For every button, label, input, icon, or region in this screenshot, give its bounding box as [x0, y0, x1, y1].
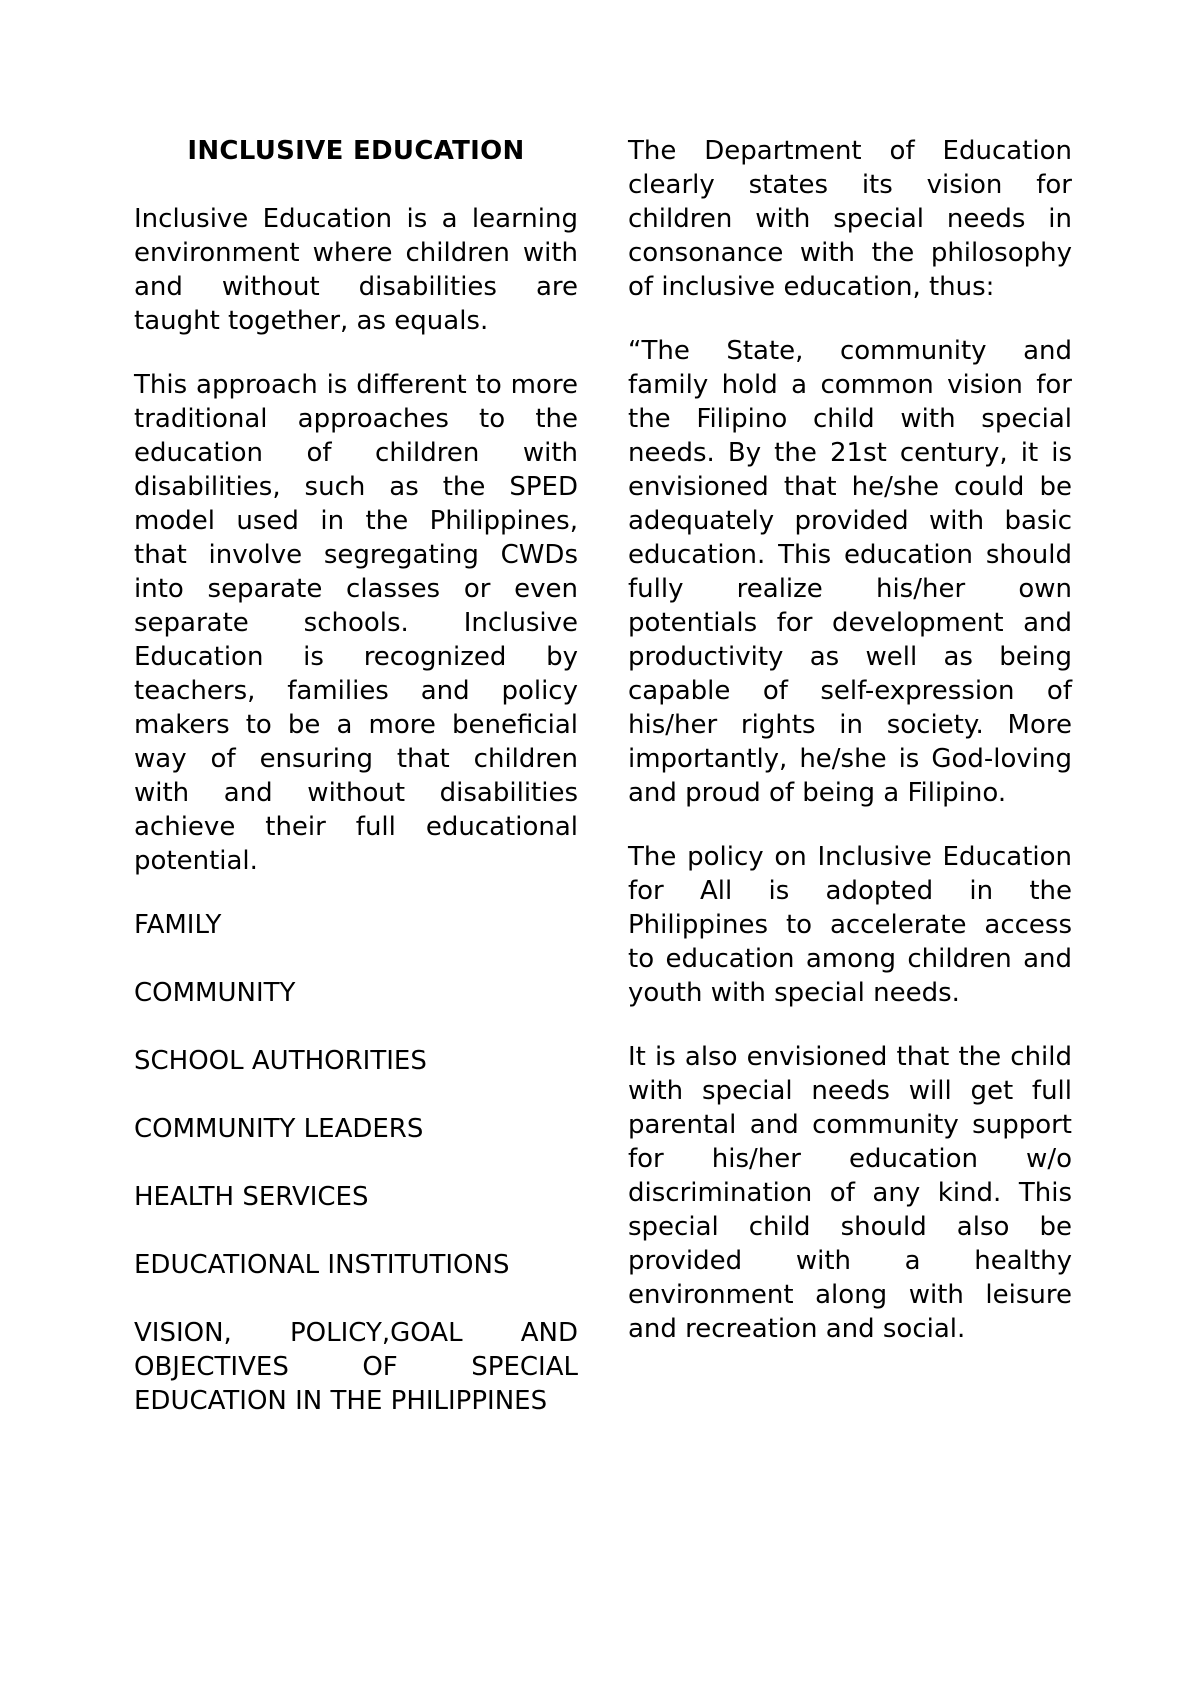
list-item-community-leaders: COMMUNITY LEADERS	[134, 1114, 424, 1144]
document-title: INCLUSIVE EDUCATION	[187, 136, 525, 166]
left-column	[134, 134, 578, 1452]
list-item-educational-institutions: EDUCATIONAL INSTITUTIONS	[134, 1250, 510, 1280]
paragraph-support: It is also envisioned that the child with special needs will get full parental and community support for his/her education w/o discrimination of any kind. This special child should also be provided with a healthy environment along with leisure and recreation and social.	[628, 1042, 1072, 1344]
right-column	[628, 134, 1072, 1376]
paragraph-state-quote: “The State, community and family hold a common vision for the Filipino child with special needs. By the 21st century, it is envisioned that he/she could be adequately provided with basic education. This education should fully realize his/her own potentials for development and productivity as well as being capable of self-expression of his/her rights in society. More importantly, he/she is God-loving and proud of being a Filipino.	[628, 336, 1072, 808]
section-heading-vision-policy: VISION, POLICY,GOAL AND OBJECTIVES OF SPECIAL EDUCATION IN THE PHILIPPINES	[134, 1318, 578, 1416]
paragraph-approach: This approach is different to more traditional approaches to the education of children with disabilities, such as the SPED model used in the Philippines, that involve segregating CWDs into separate classes or even separate schools. Inclusive Education is recognized by teachers, families and policy makers to be a more beneficial way of ensuring that children with and without disabilities achieve their full educational potential.	[134, 370, 578, 876]
list-item-school-authorities: SCHOOL AUTHORITIES	[134, 1046, 427, 1076]
list-item-community: COMMUNITY	[134, 978, 296, 1008]
list-item-family: FAMILY	[134, 910, 222, 940]
list-item-health-services: HEALTH SERVICES	[134, 1182, 369, 1212]
paragraph-definition: Inclusive Education is a learning environment where children with and without disabilities are taught together, as equals.	[134, 204, 578, 336]
paragraph-policy: The policy on Inclusive Education for All is adopted in the Philippines to accelerate access to education among children and youth with special needs.	[628, 842, 1072, 1008]
paragraph-deped-vision: The Department of Education clearly states its vision for children with special needs in consonance with the philosophy of inclusive education, thus:	[628, 136, 1072, 302]
